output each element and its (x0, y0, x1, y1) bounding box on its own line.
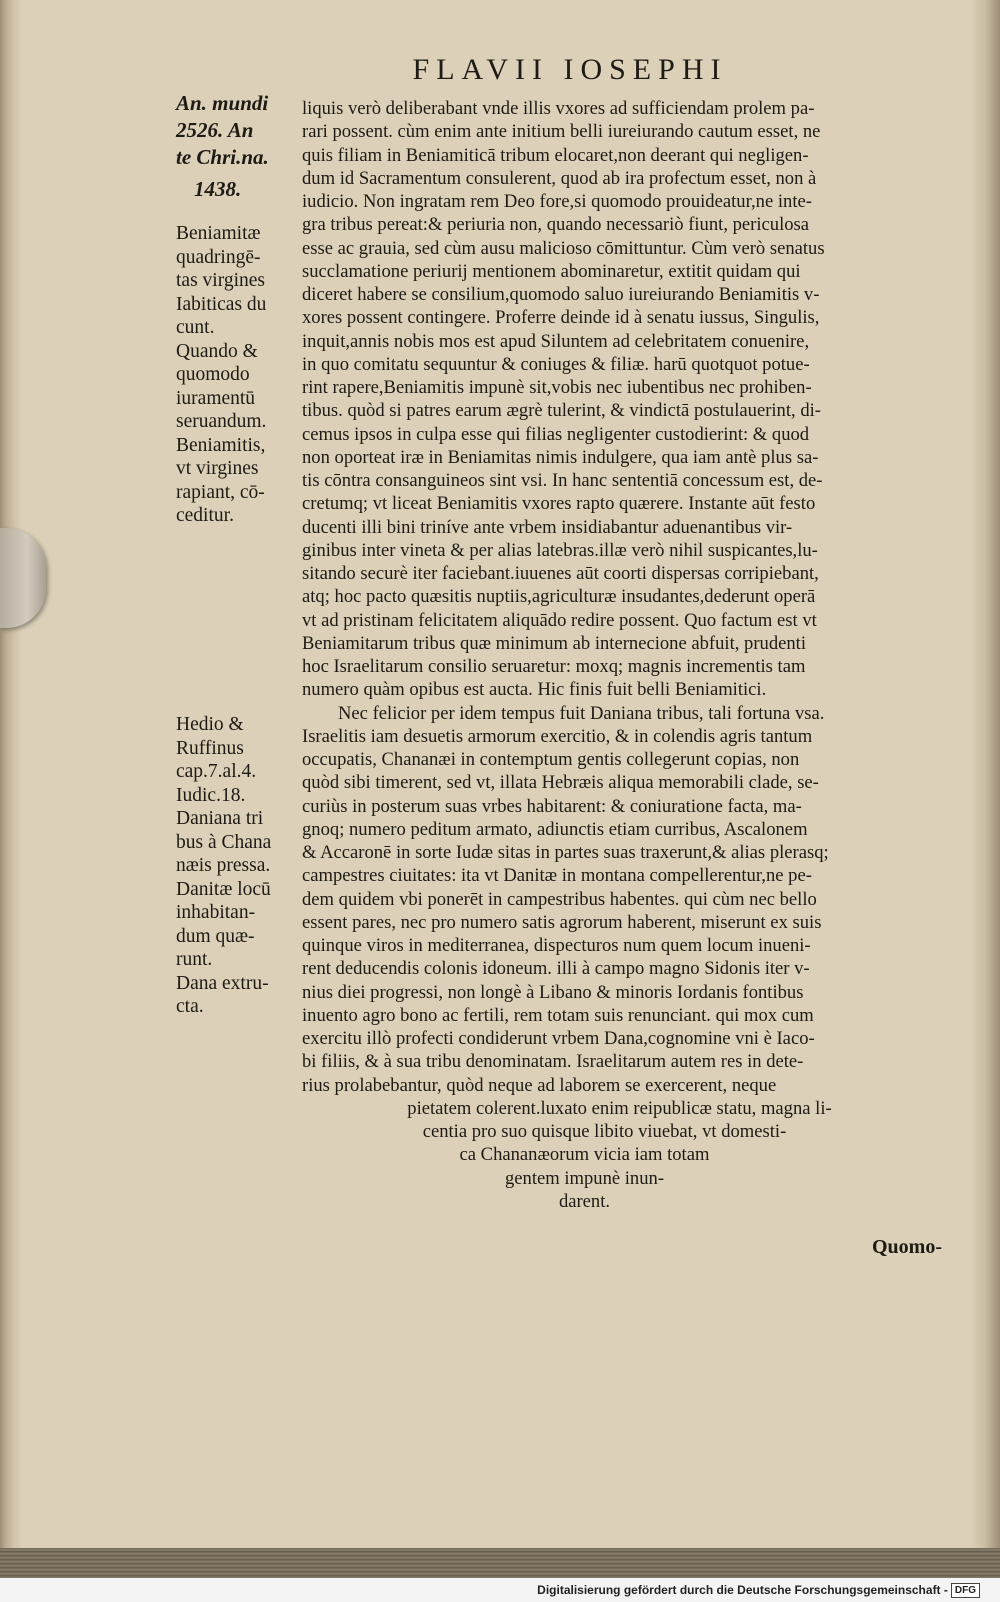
page-stack-edge (0, 1548, 1000, 1578)
text-line: gra tribus pereat:& periuria non, quando necessariò fiunt, periculosa (302, 214, 810, 236)
text-line: liquis verò deliberabant vnde illis vxores ad sufficiendam prolem pa- (302, 98, 815, 119)
text-line: & Accaronē in sorte Iudæ sitas in partes suas traxerunt,& alias plerasq; (302, 842, 829, 863)
margin-line: tas virgines (176, 270, 266, 291)
text-line: tis cōntra consanguineos sint vsi. In hanc sententiā concessum est, de- (302, 470, 823, 491)
margin-line: Ruffinus (176, 737, 244, 759)
text-line: inquit,annis nobis mos est apud Siluntem ad celebritatem conuenire, (302, 330, 810, 352)
page-gutter-shadow (0, 0, 22, 1578)
text-line: ducenti illi bini triníve ante vrbem insidiabantur aduenantibus vir- (302, 516, 793, 538)
page-right-edge (970, 0, 1000, 1578)
text-line: exercitu illò profecti condiderunt vrbem Dana,cognomine vni è Iaco- (302, 1028, 815, 1049)
text-line: cretumq; vt liceat Beniamitis vxores rapto quærere. Instante aūt festo (302, 493, 816, 515)
text-line: tibus. quòd si patres earum ægrè tulerint, & vindictā postulauerint, di- (302, 400, 821, 422)
margin-line: inhabitan- (176, 902, 256, 923)
text-line: quinque viros in mediterranea, dispecturos num quem locum inueni- (302, 935, 811, 956)
digitization-footer (0, 1578, 1000, 1602)
text-line: rent deducendis colonis idoneum. illi à campo magno Sidonis iter v- (302, 958, 810, 980)
text-line: non oporteat iræ in Beniamitas nimis indulgere, qua iam antè plus sa- (302, 446, 819, 468)
text-line: Beniamitarum tribus quæ minimum ab internecione abfuit, prudenti (302, 632, 806, 654)
margin-note (176, 713, 300, 1019)
text-line: dum id Sacramentum consulerent, quod ab ira profectum esset, non à (302, 167, 817, 189)
margin-line: vt virgines (176, 458, 259, 479)
text-line: gnoq; numero peditum armato, adiunctis etiam curribus, Ascalonem (302, 818, 808, 840)
margin-line: 1438. (194, 177, 242, 201)
body-text (302, 97, 957, 1213)
margin-line: quomodo (176, 364, 250, 385)
text-line: Nec felicior per idem tempus fuit Daniana tribus, tali fortuna vsa. (338, 702, 825, 724)
text-line: quis filiam in Beniamiticā tribum elocaret,non deerant qui negligen- (302, 144, 809, 166)
margin-line: te Chri.na. (176, 145, 269, 169)
text-line: occupatis, Chananæi in contemptum gentis collegerunt copias, non (302, 749, 800, 770)
text-line: numero quàm opibus est aucta. Hic finis fuit belli Beniamitici. (302, 679, 767, 701)
margin-line: runt. (176, 949, 213, 970)
margin-line: Beniamitæ (176, 223, 261, 244)
page-marker-tab (0, 528, 46, 628)
margin-line: cta. (176, 996, 204, 1017)
text-line: vt ad pristinam felicitatem aliquādo redire possent. Quo factum est vt (302, 609, 817, 631)
margin-line: Hedio & (176, 714, 244, 735)
margin-line: cunt. (176, 317, 215, 338)
text-line: gentem impunè inun- (504, 1167, 665, 1189)
text-line: iudicio. Non ingratam rem Deo fore,si quomodo prouideatur,ne inte- (302, 191, 812, 212)
margin-line: quadringē- (176, 246, 261, 268)
margin-line: Beniamitis, (176, 434, 266, 456)
text-line: inuento agro bono ac fertili, rem totam suis renunciant. qui mox cum (302, 1004, 814, 1026)
text-line: hoc Israelitarum consilio seruaretur: moxq; magnis incrementis tam (302, 656, 806, 677)
text-line: rint rapere,Beniamitis impunè sit,vobis nec iubentibus nec prohiben- (302, 377, 812, 398)
text-line: darent. (558, 1190, 611, 1212)
text-line: atq; hoc pacto quæsitis nuptiis,agriculturæ insudantes,dederunt operā (302, 586, 816, 608)
text-line: campestres ciuitates: ita vt Danitæ in montana compellerentur,ne pe- (302, 865, 812, 887)
margin-line: Quando & (176, 340, 258, 362)
text-line: cemus ipsos in culpa esse qui filias negligenter custodierint: & quod (302, 423, 810, 445)
margin-line: bus à Chana (176, 831, 272, 853)
margin-line: An. mundi (176, 91, 269, 115)
margin-line: Daniana tri (176, 808, 264, 829)
text-line: nius diei progressi, non longè à Libano & minoris Iordanis fontibus (302, 981, 804, 1003)
text-line: ca Chananæorum vicia iam totam (459, 1144, 710, 1166)
text-line: rari possent. cùm enim ante initium belli iureiurando cautum esset, ne (302, 121, 821, 143)
text-line: rius prolabebantur, quòd neque ad laborem se exercerent, neque (302, 1074, 777, 1096)
margin-line: dum quæ- (176, 925, 255, 947)
text-line: Israelitis iam desuetis armorum exercitio, & in colendis agris tantum (302, 725, 813, 747)
margin-line: næis pressa. (176, 855, 271, 876)
text-line: xores possent contingere. Proferre deinde id à senatu iussus, Singulis, (302, 307, 820, 329)
margin-line: ceditur. (176, 505, 234, 526)
catchword: Quomo- (872, 1236, 942, 1258)
text-line: essent pares, nec pro numero satis agrorum haberent, miserunt ex suis (302, 911, 822, 933)
margin-line: seruandum. (176, 411, 267, 432)
text-line: sitando securè iter faciebant.iuuenes aūt coorti dispersas corripiebant, (302, 563, 819, 584)
margin-line: Danitæ locū (176, 878, 271, 900)
text-line: diceret habere se consilium,quomodo saluo iureiurando Beniamitis v- (302, 284, 820, 305)
text-line: dem quidem vbi ponerēt in campestribus habentes. qui cùm nec bello (302, 888, 817, 910)
text-line: centia pro suo quisque libito viuebat, vt domesti- (422, 1121, 787, 1142)
text-line: ginibus inter vineta & per alias latebras.illæ verò nihil suspicantes,lu- (302, 539, 818, 561)
text-line: in quo comitatu sequuntur & coniuges & filiæ. harū quotquot potue- (302, 353, 810, 375)
margin-line: iuramentū (176, 387, 256, 409)
margin-line: Iudic.18. (176, 784, 246, 806)
margin-line: rapiant, cō- (176, 481, 265, 503)
margin-line: 2526. An (176, 118, 254, 142)
dfg-logo: DFG (951, 1583, 980, 1598)
margin-line: Dana extru- (176, 972, 269, 994)
margin-note (176, 222, 300, 528)
text-line: quòd sibi timerent, sed vt, illata Hebræis aliqua memorabili clade, se- (302, 772, 819, 794)
text-line: curiùs in posterum suas vrbes habitarent: & coniuratione facta, ma- (302, 795, 802, 817)
text-line: bi filiis, & à sua tribu denominatam. Israelitarum autem res in dete- (302, 1051, 804, 1073)
running-header: FLAVII IOSEPHI (412, 53, 728, 86)
footer-credit: Digitalisierung gefördert durch die Deutsche Forschungsgemeinschaft - (537, 1583, 948, 1597)
text-line: succlamatione periurij mentionem abominaretur, extitit quidam qui (302, 260, 801, 282)
margin-line: Iabiticas du (176, 293, 267, 315)
text-line: esse ac grauia, sed cùm ausu malicioso cōmittuntur. Cùm verò senatus (302, 237, 825, 259)
margin-note-year (176, 90, 300, 203)
text-line: pietatem colerent.luxato enim reipublicæ statu, magna li- (407, 1097, 832, 1119)
margin-line: cap.7.al.4. (176, 761, 257, 782)
